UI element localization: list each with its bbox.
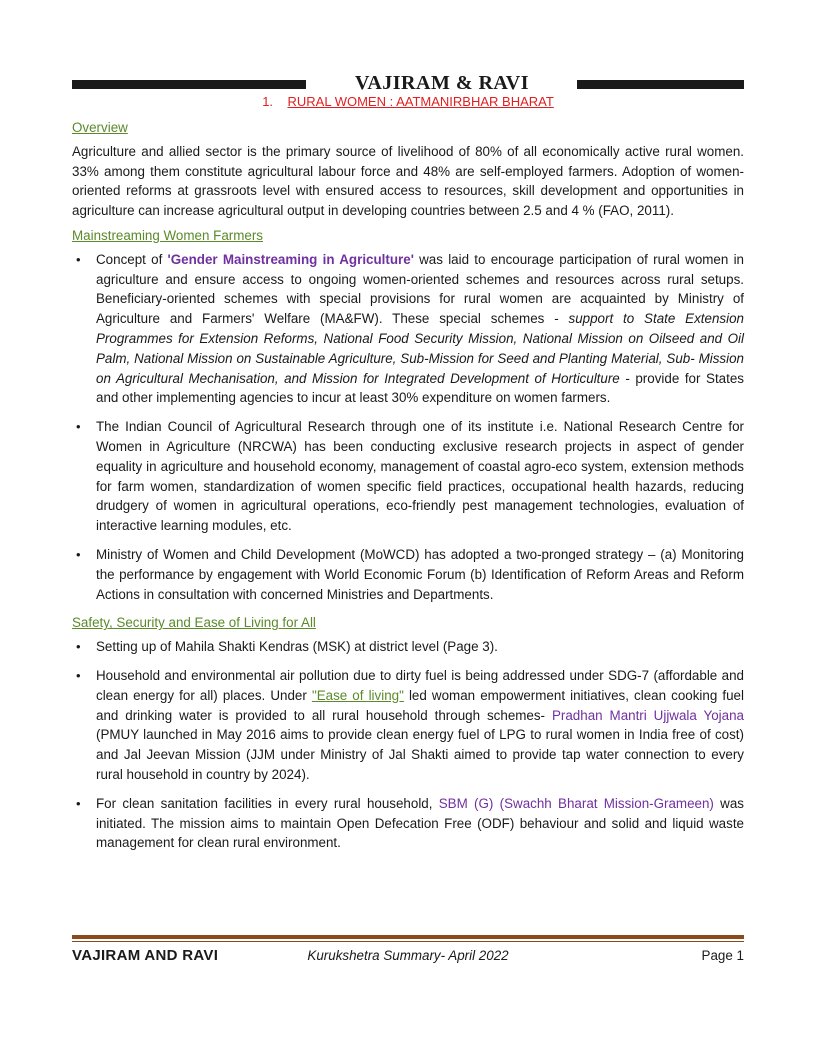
bullet-icon: • [76,546,81,562]
header-banner [72,74,744,94]
footer-brand: VAJIRAM AND RAVI [72,947,219,964]
bullet-text-mid: was laid to encourage participation of rural women in agriculture and ensure access to ongoing women-oriented schemes and resources across rural setups. Beneficiary-oriented schemes with special provisions for rural women are acquainted by Ministry of Agriculture and Farmers' Welfare (MA&FW). These special schemes - [96,251,744,327]
bullet-text-pre: Household and environmental air pollution due to dirty fuel is being addressed under SDG-7 (affordable and clean energy for all) places. Under [96,667,744,703]
header-brand: VAJIRAM & RAVI [354,72,530,94]
footer-rule-thin [72,941,744,942]
header-bar-left [72,80,306,89]
bullet-text: Setting up of Mahila Shakti Kendras (MSK) at district level (Page 3). [96,639,498,655]
bullet-icon: • [76,251,81,267]
bullet-text-pre: Concept of [96,251,168,267]
page-number: Page 1 [701,948,744,963]
bullet-icon: • [76,639,81,655]
highlight-term: 'Gender Mainstreaming in Agriculture' [167,251,414,267]
bullet-text: Ministry of Women and Child Development (MoWCD) has adopted a two-pronged strategy – (a) Monitoring the performance by engagement with World Economic Forum (b) Identification of Reform Areas and Reform Actions in consultation with concerned Ministries and Departments. [96,546,744,602]
bullet-icon: • [76,795,81,811]
mainstreaming-list [72,250,744,605]
bullet-icon: • [76,667,81,683]
list-item [72,637,744,657]
section-heading-safety: Safety, Security and Ease of Living for All [72,615,316,631]
list-item [72,794,744,853]
footer-rule [72,935,744,939]
list-item [72,545,744,604]
list-item [72,250,744,408]
ease-of-living-link[interactable]: "Ease of living" [311,687,404,703]
overview-paragraph: Agriculture and allied sector is the primary source of livelihood of 80% of all economically active rural women. 33% among them constitute agricultural labour force and 48% are self-employed farmers. Adoption of women-oriented reforms at grassroots level with ensured access to resources, skill development and opportunities in agriculture can increase agricultural output in developing countries between 2.5 and 4 % (FAO, 2011). [72,143,744,219]
bullet-text-post: (PMUY launched in May 2016 aims to provide clean energy fuel of LPG to rural women in India free of cost) and Jal Jeevan Mission (JJM under Ministry of Jal Shakti aimed to provide tap water connection to every rural household in country by 2024). [96,727,744,782]
scheme-name: Pradhan Mantri Ujjwala Yojana [551,707,744,723]
bullet-text-pre: For clean sanitation facilities in every rural household, [96,795,439,811]
bullet-text: The Indian Council of Agricultural Research through one of its institute i.e. National Research Centre for Women in Agriculture (NRCWA) has been conducting exclusive research projects in aspect of gender equality in agriculture and household economy, management of coastal agro-eco system, extension methods for farm women, standardization of women specific field practices, occupational health hazards, reducing drudgery of women in agricultural operations, eco-friendly pest management technologies, evaluation of interactive learning modules, etc. [96,419,744,534]
scheme-list-italic: support to State Extension Programmes for Extension Reforms, National Food Security Mission, National Mission on Oilseed and Oil Palm, National Mission on Sustainable Agriculture, Sub-Mission for Seed and Planting Material, Sub- Mission on Agricultural Mechanisation, and Mission for Integrated Development of Horticulture [96,311,744,386]
title-number: 1. [262,94,274,109]
safety-list [72,637,744,853]
section-heading-mainstreaming: Mainstreaming Women Farmers [72,227,263,243]
bullet-text-post: was initiated. The mission aims to maintain Open Defecation Free (ODF) behaviour and solid and liquid waste management for clean rural environment. [96,795,744,851]
scheme-name: SBM (G) (Swachh Bharat Mission-Grameen) [438,795,714,811]
list-item [72,666,744,785]
list-item [72,417,744,536]
bullet-text-post: - provide for States and other implementing agencies to incur at least 30% expenditure on women farmers. [96,370,744,406]
main-content [72,118,744,862]
footer-doc-title: Kurukshetra Summary- April 2022 [307,948,509,963]
bullet-text-mid: led woman empowerment initiatives, clean cooking fuel and drinking water is provided to all rural household through schemes- [96,687,744,723]
document-title [72,94,744,109]
bullet-icon: • [76,419,81,435]
section-heading-overview: Overview [72,120,128,135]
title-text: RURAL WOMEN : AATMANIRBHAR BHARAT [287,94,554,109]
header-bar-right [577,80,744,89]
